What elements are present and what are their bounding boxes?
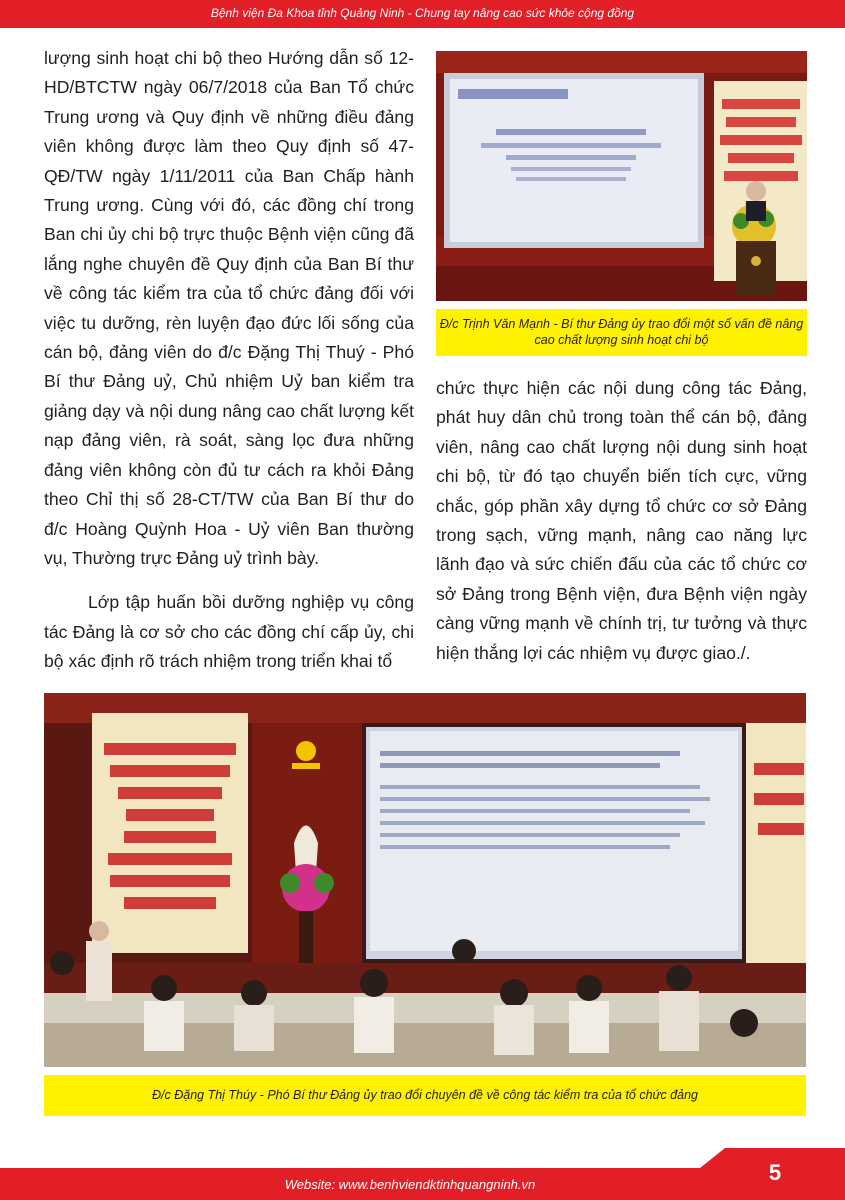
footer-website: Website: www.benhviendktinhquangninh.vn xyxy=(284,1177,536,1192)
photo-conference-hall xyxy=(44,693,806,1067)
page-number: 5 xyxy=(768,1160,782,1185)
article-left-column xyxy=(44,44,414,677)
article-paragraph: chức thực hiện các nội dung công tác Đảng, phát huy dân chủ trong toàn thể cán bộ, đảng viên, nâng cao chất lượng nội dung sinh hoạt chi bộ, từ đó tạo chuyển biến tích cực, vững chắc, góp phần xây dựng tổ chức cơ sở Đảng trong sạch, vững mạnh, nâng cao năng lực lãnh đạo và sức chiến đấu của các tổ chức cơ sở Đảng trong Bệnh viện, đưa Bệnh viện ngày càng vững mạnh về chính trị, tư tưởng và thực hiện thắng lợi các nhiệm vụ được giao./. xyxy=(436,378,807,663)
article-right-column xyxy=(436,374,807,668)
article-paragraph: Lớp tập huấn bồi dưỡng nghiệp vụ công tác Đảng là cơ sở cho các đồng chí cấp ủy, chi bộ xác định rõ trách nhiệm trong triển khai tổ xyxy=(44,592,414,672)
header-tagline: Bệnh viện Đa Khoa tỉnh Quảng Ninh - Chung tay nâng cao sức khỏe cộng đồng xyxy=(210,6,635,20)
photo-caption: Đ/c Trịnh Văn Mạnh - Bí thư Đảng ủy trao đổi một số vấn đề nâng cao chất lượng sinh hoạt chi bộ xyxy=(436,309,807,356)
article-paragraph: lượng sinh hoạt chi bộ theo Hướng dẫn số 12-HD/BTCTW ngày 06/7/2018 của Ban Tổ chức Trung ương và Quy định về những điều đảng viên không được làm theo Quy định số 47-QĐ/TW ngày 1/11/2011 của Ban Chấp hành Trung ương. Cùng với đó, các đồng chí trong Ban chi ủy chi bộ trực thuộc Bệnh viện cũng đã lắng nghe chuyên đề Quy định của Ban Bí thư về công tác kiểm tra của tổ chức đảng đối với việc tu dưỡng, rèn luyện đạo đức lối sống của cán bộ, đảng viên do đ/c Đặng Thị Thuý - Phó Bí thư Đảng uỷ, Chủ nhiệm Uỷ ban kiểm tra giảng dạy và nội dung nâng cao chất lượng kết nạp đảng viên, rà soát, sàng lọc đưa những đảng viên không còn đủ tư cách ra khỏi Đảng theo Chỉ thị số 28-CT/TW của Ban Bí thư do đ/c Hoàng Quỳnh Hoa - Uỷ viên Ban thường vụ, Thường trực Đảng uỷ trình bày. xyxy=(44,48,414,568)
photo-speaker-podium xyxy=(436,51,807,301)
photo-caption: Đ/c Đặng Thị Thúy - Phó Bí thư Đảng ủy trao đổi chuyên đề về công tác kiểm tra của tổ chức đảng xyxy=(44,1075,806,1116)
